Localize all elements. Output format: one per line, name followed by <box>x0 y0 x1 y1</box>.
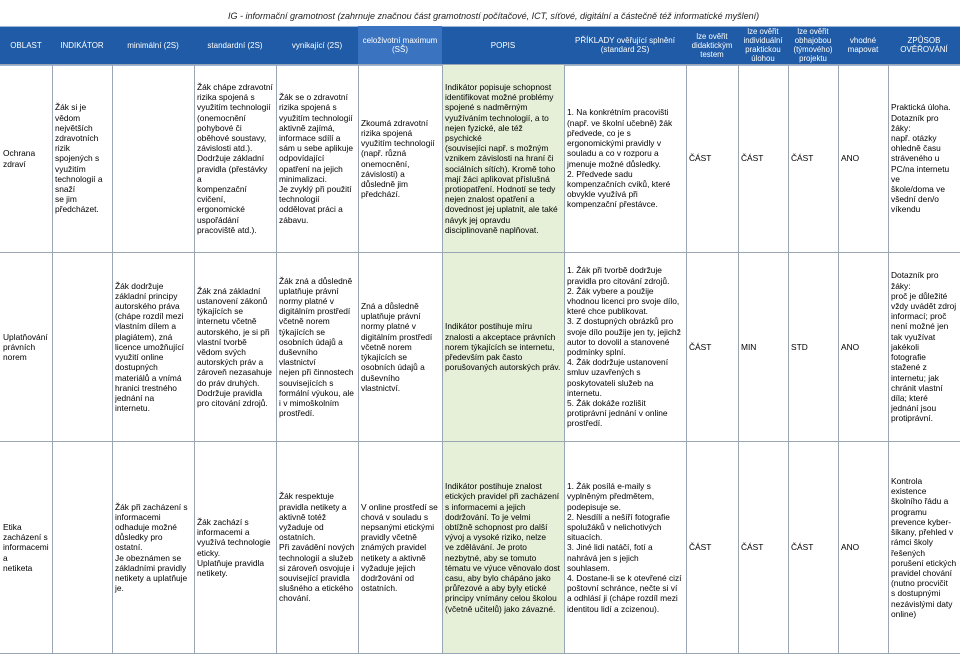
cell-zpusob <box>888 442 960 653</box>
cell-oblast-row2 <box>0 253 52 441</box>
cell-text: Žák se o zdravotní rizika spojená s využitím technologií aktivně zajímá, informace sdílí a sám u sebe aplikuje odpovídající opatření na jejich minimalizaci. Je zvyklý při použití technologií oddělovat práci a zábavu. <box>279 92 354 225</box>
cell-indikator <box>52 253 112 441</box>
cell-obhajobou <box>788 65 838 252</box>
cell-text: Žák dodržuje základní principy autorského práva (chápe rozdíl mezi vlastním dílem a plagiátem), zná licence umožňující využití online dostupných materiálů a vnímá hranici trestného jednání na internetu. <box>115 280 184 414</box>
cell-zpusob <box>888 253 960 441</box>
cell-popis <box>442 65 564 252</box>
cell-text: Ochrana zdraví <box>3 148 36 169</box>
cell-celozivotni <box>358 442 442 653</box>
cell-celozivotni <box>358 253 442 441</box>
header-indikator: INDIKÁTOR <box>60 40 104 50</box>
cell-standardni <box>194 442 276 653</box>
cell-text: ČÁST <box>741 153 764 164</box>
header-oblast: OBLAST <box>10 40 42 50</box>
cell-text: Žák si je vědom největších zdravotních rizik spojených s využitím technologií a snaží se jim předcházet. <box>55 102 103 215</box>
cell-popis <box>442 442 564 653</box>
cell-vynikajici <box>276 65 358 252</box>
cell-priklady <box>564 442 686 653</box>
cell-text: Kontrola existence školního řádu a programu prevence kyber- šikany, přehled v rámci školy řešených porušení etických pravidel chování (nutno procvičit s dostupnými nezávislými daty online) <box>891 476 957 619</box>
cell-text: ČÁST <box>791 153 814 164</box>
cell-mapovat <box>838 65 888 252</box>
header-celozivotni: celoživotní maximum (SŠ) <box>358 26 442 64</box>
cell-text: Praktická úloha. Dotazník pro žáky: např. otázky ohledně času stráveného u PC/na internetu ve škole/doma ve všední den/o víkendu <box>891 102 951 215</box>
cell-didakticky <box>686 253 738 441</box>
cell-popis <box>442 253 564 441</box>
header-priklady: PŘÍKLADY ověřující splnění (standard 2S) <box>575 36 675 54</box>
header-zpusob: ZPŮSOB OVĚŘOVÁNÍ <box>900 36 948 54</box>
cell-text: Žák zná a důsledně uplatňuje právní normy platné v digitálním prostředí včetně norem týkajících se osobních údajů a duševního vlastnictví nejen při činnostech souvisejících s formální výukou, ale i v mimoškolním prostředí. <box>279 275 354 419</box>
cell-minimalni <box>112 253 194 441</box>
cell-text: Indikátor postihuje znalost etických pravidel při zacházení s informacemi a jejich dodržování. To je velmi obtížně schopnost pro další vývoj a vysoké riziko, nelze ve zdělávání. Je proto nezbytné, aby se tomuto tématu ve výuce věnovalo dost casu, aby bylo chápáno jako průřezové a aby byly etické principy vnímány celou školou (včetně učitelů) jako závazné. <box>445 481 560 614</box>
header-vynikajici: vynikající (2S) <box>291 40 343 50</box>
cell-text: ANO <box>841 542 860 553</box>
header-obhajobou: lze ověřit obhajobou (týmového) projektu <box>793 27 833 63</box>
cell-text: 1. Žák při tvorbě dodržuje pravidla pro citování zdrojů. 2. Žák vybere a použije vhodnou licenci pro svoje dílo, které chce publikovat. 3. Z dostupných obrázků pro svoje dílo použije jen ty, jejichž autor to dovolil a stanovené podmínky splní. 4. Žák dodržuje ustanovení smluv uzavřených s poskytovateli služeb na internetu. 5. Žák dokáže rozlišit protiprávní jednání v online prostředí. <box>567 265 681 429</box>
cell-text: Žák respektuje pravidla netikety a aktivně totéž vyžaduje od ostatních. Při zavádění nových technologií a služeb si zároveň osvojuje i související pravidla slušného a etického chování. <box>279 491 355 604</box>
cell-text: Žák při zacházení s informacemi odhaduje možné důsledky pro ostatní. Je obeznámen se základními pravidly netikety a uplatňuje je. <box>115 501 188 594</box>
header-minimalni: minimální (2S) <box>127 40 179 50</box>
cell-minimalni <box>112 65 194 252</box>
sheet-title: IG - informační gramotnost (zahrnuje značnou část gramotností počítačové, ICT, síťové, digitální a částečně též informatické myšlení) <box>228 11 760 21</box>
cell-priklady <box>564 65 686 252</box>
cell-oblast-row1 <box>0 65 52 252</box>
cell-vynikajici <box>276 253 358 441</box>
cell-text: ČÁST <box>689 153 712 164</box>
header-popis: POPIS <box>490 40 516 50</box>
cell-text: 1. Žák posílá e-maily s vyplněným předmětem, podepisuje se. 2. Nesdílí a nešíří fotografie spolužáků v nelichotivých situacích. 3. Jiné lidi natáčí, fotí a nahrává jen s jejich souhlasem. 4. Dostane-li se k otevřené cizí poštovní schránce, nečte si ví a odhlásí ji (chápe rozdíl mezi identitou lidí a zcizenou). <box>567 481 682 614</box>
cell-oblast-row3 <box>0 442 52 653</box>
cell-text: ČÁST <box>741 542 764 553</box>
cell-standardni <box>194 65 276 252</box>
cell-text: V online prostředí se chová v souladu s nepsanými etickými pravidly včetně známých pravidel netikety a aktivně vyžaduje jejich dodržování od ostatních. <box>361 501 438 594</box>
cell-text: ANO <box>841 341 860 352</box>
header-didakticky: lze ověřit didaktickým testem <box>691 31 733 59</box>
cell-text: ČÁST <box>791 542 814 553</box>
cell-text: Dotazník pro žáky: proč je důležité vždy uvádět zdroj informací; proč není možné jen tak využívat jakékoli fotografie stažené z internetu; jak chránit vlastní díla; které jednání jsou protiprávní. <box>891 270 957 424</box>
cell-text: Zná a důsledně uplatňuje právní normy platné v digitálním prostředí včetně norem týkajících se osobních údajů a duševního vlastnictví. <box>361 301 433 393</box>
cell-obhajobou <box>788 253 838 441</box>
cell-text: Zkoumá zdravotní rizika spojená využitím technologií (např. různá onemocnění, závislosti) a důsledně jim předchází. <box>361 117 435 200</box>
cell-celozivotni <box>358 65 442 252</box>
cell-text: Žák zachází s informacemi a využívá technologie eticky. Uplatňuje pravidla netikety. <box>197 516 271 578</box>
cell-individualni <box>738 65 788 252</box>
cell-text: Žák chápe zdravotní rizika spojená s využitím technologií (onemocnění pohybové či oběhové soustavy, závislosti atd.). Dodržuje základní pravidla (přestávky a kompenzační cvičení, ergonomické uspořádání pracoviště atd.). <box>197 81 273 235</box>
cell-text: 1. Na konkrétním pracovišti (např. ve školní učebně) žák předvede, co je s ergonomickými pravidly v souladu a co v rozporu a jmenuje možné důsledky. 2. Předvede sadu kompenzačních cviků, které obvykle využívá při kompenzační přestávce. <box>567 107 673 210</box>
cell-individualni <box>738 253 788 441</box>
cell-zpusob <box>888 65 960 252</box>
cell-obhajobou <box>788 442 838 653</box>
cell-priklady <box>564 253 686 441</box>
cell-didakticky <box>686 65 738 252</box>
cell-text: Žák zná základní ustanovení zákonů týkajících se internetu včetně autorského, je si při vlastní tvorbě vědom svých autorských práv a zároveň nezasahuje do práv druhých. Dodržuje pravidla pro citování zdrojů. <box>197 285 272 409</box>
header-standardni: standardní (2S) <box>207 40 263 50</box>
cell-text: STD <box>791 341 808 352</box>
cell-standardni <box>194 253 276 441</box>
cell-vynikajici <box>276 442 358 653</box>
header-individualni: lze ověřit individuální praktickou úlohou <box>743 27 783 63</box>
cell-text: ANO <box>841 153 860 164</box>
cell-individualni <box>738 442 788 653</box>
cell-text: ČÁST <box>689 341 712 352</box>
cell-text: MIN <box>741 341 757 352</box>
cell-text: ČÁST <box>689 542 712 553</box>
cell-text: Indikátor popisuje schopnost identifikovat možné problémy spojené s nadměrným využíváním technologií, a to nejen fyzické, ale též psychické (souvisejíci např. s možným vznikem závislosti na hraní či sociálních sítích). Kromě toho mají žáci aplikovat příslušná protiopatření. Hodnotí se tedy nejen znalost opatření a dovednost jej uplatnit, ale také návyk jej opravdu disciplinovaně naplňovat. <box>445 81 558 235</box>
cell-minimalni <box>112 442 194 653</box>
cell-text: Uplatňování právních norem <box>3 331 48 363</box>
header-mapovat: vhodné mapovat <box>847 36 879 54</box>
cell-mapovat <box>838 442 888 653</box>
cell-didakticky <box>686 442 738 653</box>
cell-indikator <box>52 442 112 653</box>
cell-mapovat <box>838 253 888 441</box>
cell-text: Etika zacházení s informacemi a netiketa <box>3 521 49 573</box>
cell-text: Indikátor postihuje míru znalosti a akceptace právních norem týkajících se internetu, především pak často porušovaných autorských práv. <box>445 321 561 373</box>
